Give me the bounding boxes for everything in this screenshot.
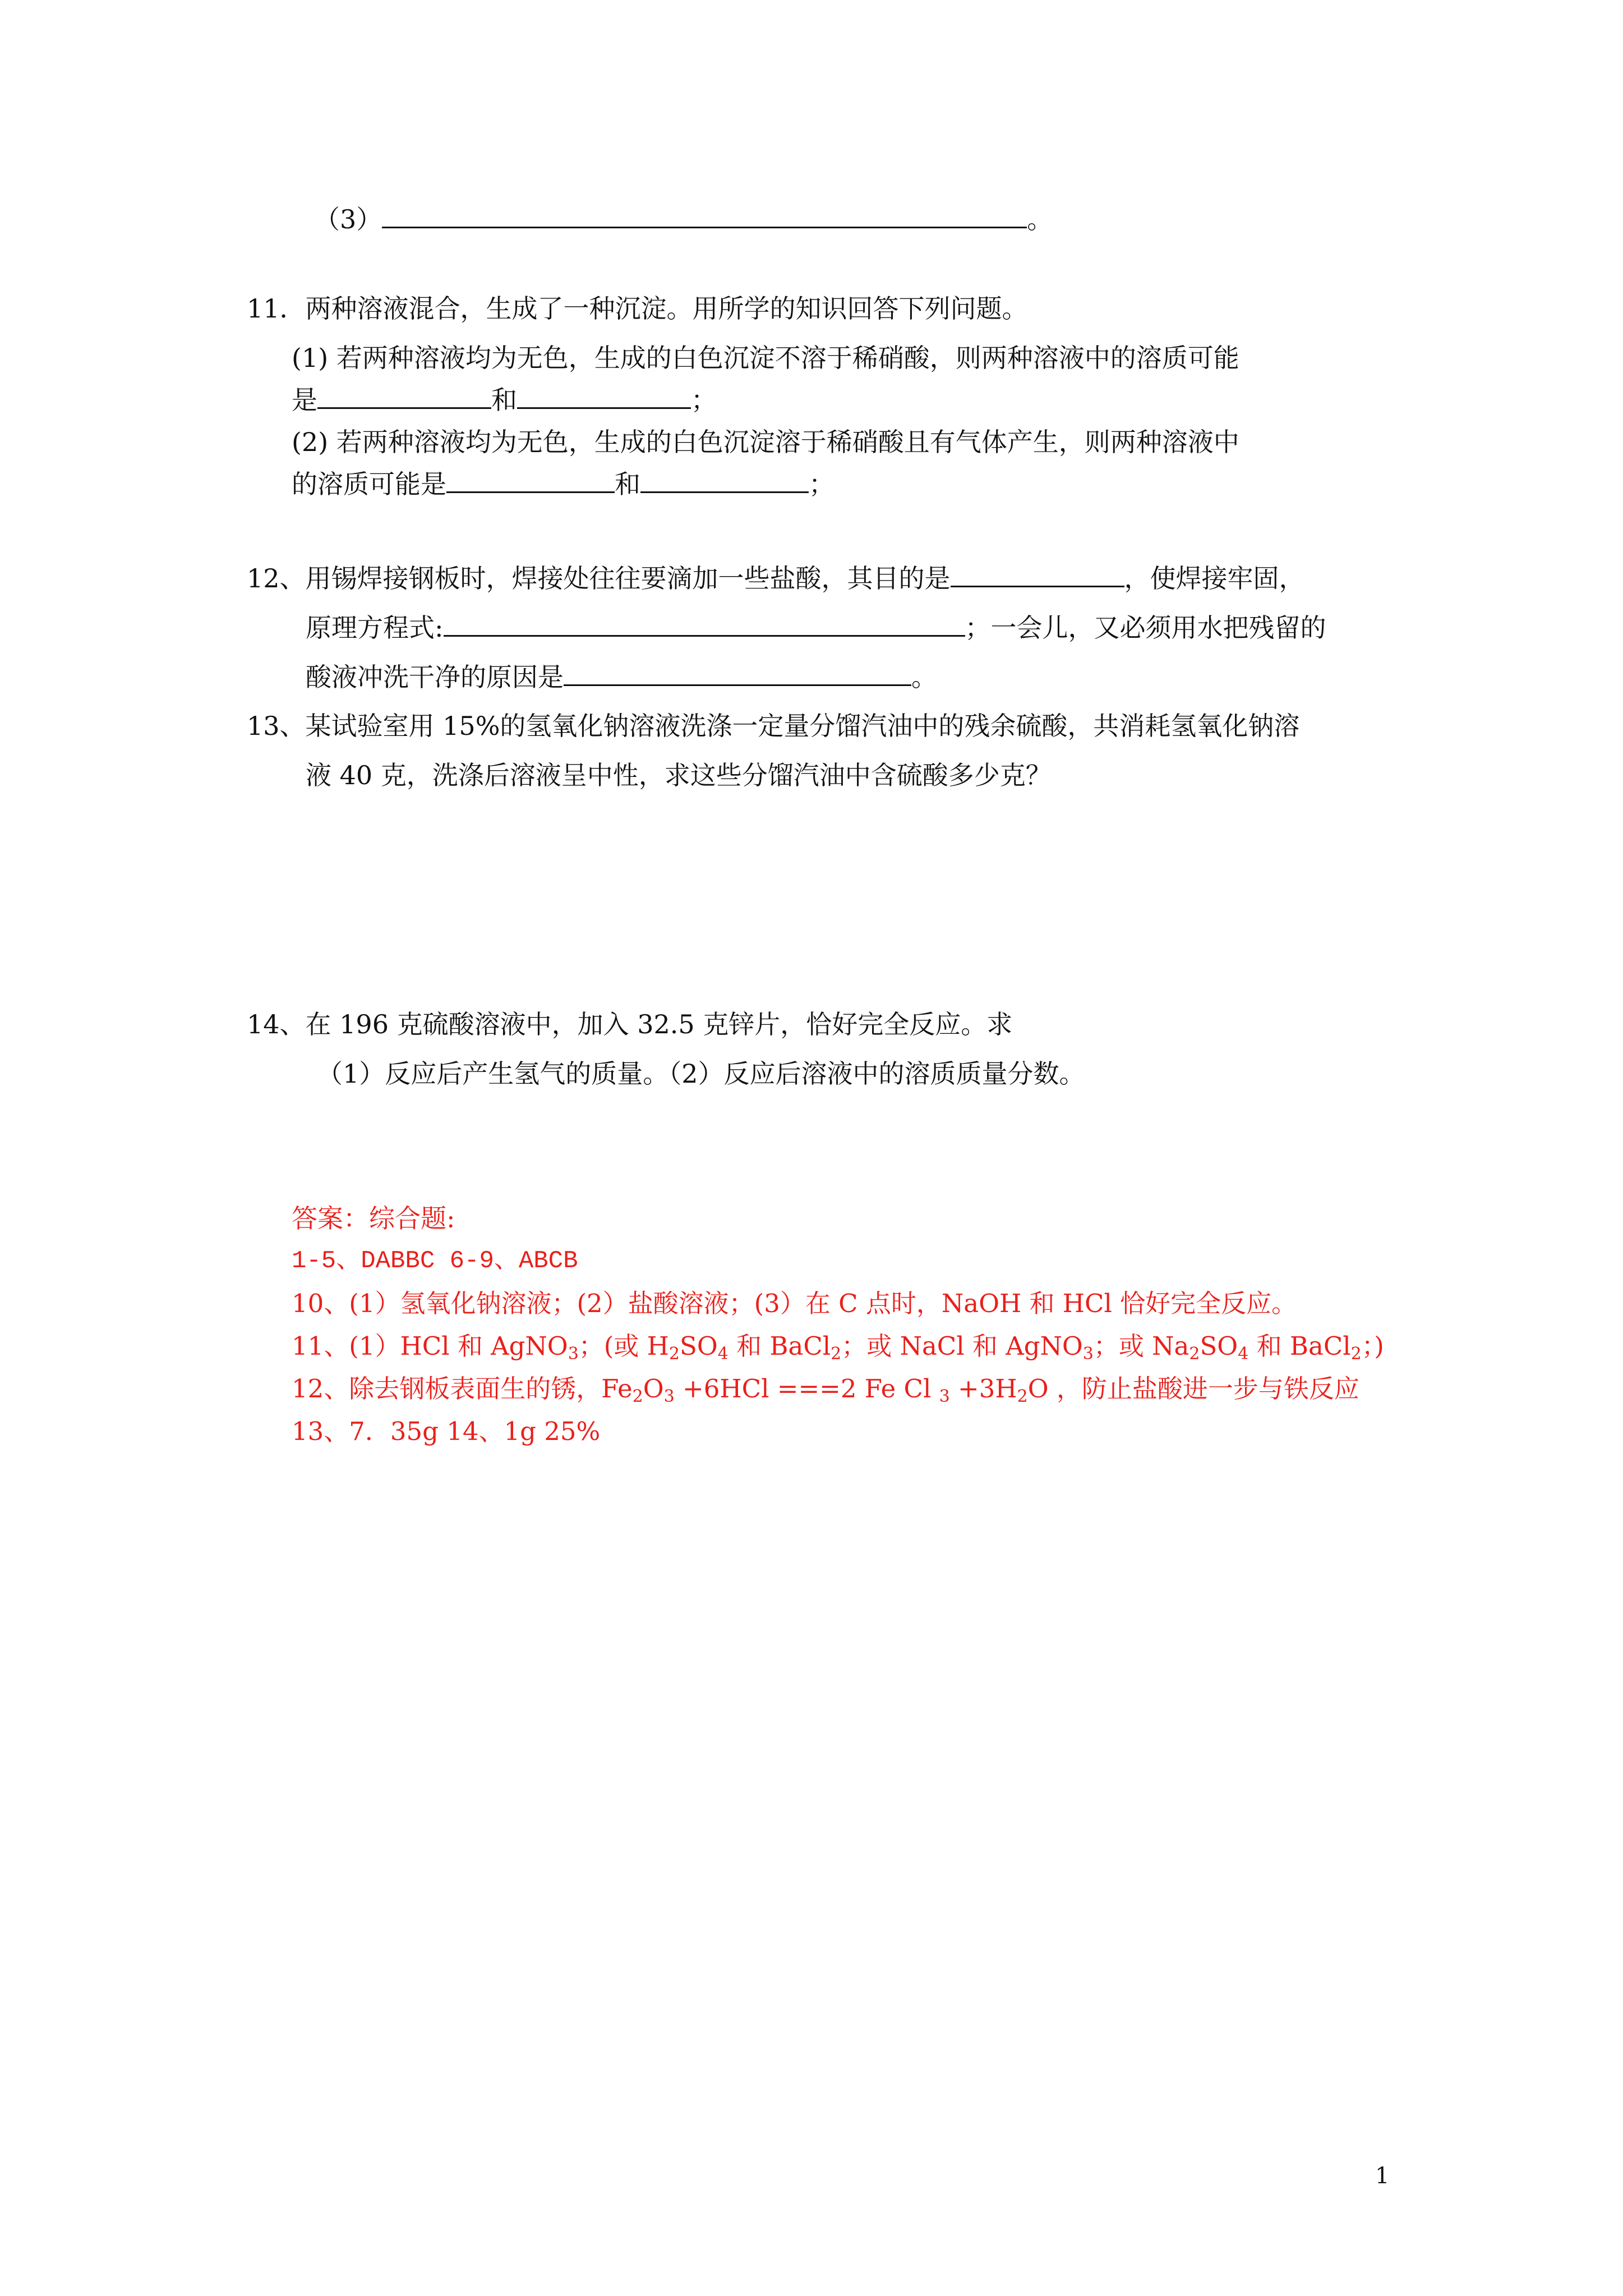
q11-part1-line1: (1) 若两种溶液均为无色，生成的白色沉淀不溶于稀硝酸，则两种溶液中的溶质可能 [292, 343, 1239, 373]
q11-part1-line2: 是 和 ； [292, 383, 717, 417]
answer-13-14: 13、7．35g 14、1g 25% [292, 1416, 601, 1446]
answer-10: 10、(1）氢氧化钠溶液；(2）盐酸溶液；(3）在 C 点时，NaOH 和 HCl 恰好完全反应。 [292, 1289, 1297, 1318]
q12-line2: 原理方程式: ；一会儿，又必须用水把残留的 [306, 610, 1326, 645]
answer-blank[interactable] [517, 383, 691, 409]
answer-blank[interactable] [317, 383, 491, 409]
q14-line2: （1）反应后产生氢气的质量。（2）反应后溶液中的溶质质量分数。 [317, 1059, 1085, 1089]
answer-blank[interactable] [446, 467, 615, 493]
answer-1-9: 1-5、DABBC 6-9、ABCB [292, 1247, 578, 1275]
answer-blank[interactable] [382, 202, 1027, 228]
q13-line2: 液 40 克，洗涤后溶液呈中性，求这些分馏汽油中含硫酸多少克？ [306, 760, 1052, 790]
q11-part2-line2: 的溶质可能是 和 ； [292, 467, 834, 501]
answer-11: 11、(1）HCl 和 AgNO$_3$；(或 $H_2SO_4$ 和 BaCl$_2$；或 NaCl 和 AgNO$_3$；或 $Na_2SO_4$ 和 BaCl$_2$；) [292, 1331, 1384, 1364]
page-number: 1 [1375, 2163, 1390, 2189]
q13-line1: 13、某试验室用 15%的氢氧化钠溶液洗涤一定量分馏汽油中的残余硫酸，共消耗氢氧化钠溶 [247, 711, 1300, 741]
answer-blank[interactable] [564, 660, 911, 686]
q10-part3: （3） 。 [314, 202, 1053, 236]
q12-line1: 12、用锡焊接钢板时，焊接处往往要滴加一些盐酸，其目的是 ，使焊接牢固， [247, 561, 1305, 595]
answer-blank[interactable] [640, 467, 809, 493]
q14-line1: 14、在 196 克硫酸溶液中，加入 32.5 克锌片，恰好完全反应。求 [247, 1009, 1013, 1039]
answer-12: 12、除去钢板表面生的锈，$Fe_2O_3 +6HCl ===2$ Fe Cl $_3 +3H_2O$ ，防止盐酸进一步与铁反应 [292, 1374, 1359, 1406]
q12-line3: 酸液冲洗干净的原因是 。 [306, 660, 937, 694]
q11-stem: 11．两种溶液混合，生成了一种沉淀。用所学的知识回答下列问题。 [247, 293, 1028, 324]
answer-blank[interactable] [951, 561, 1124, 587]
answer-blank[interactable] [444, 610, 965, 637]
q11-part2-line1: (2) 若两种溶液均为无色，生成的白色沉淀溶于稀硝酸且有气体产生，则两种溶液中 [292, 427, 1239, 457]
answers-title: 答案：综合题: [292, 1203, 455, 1234]
